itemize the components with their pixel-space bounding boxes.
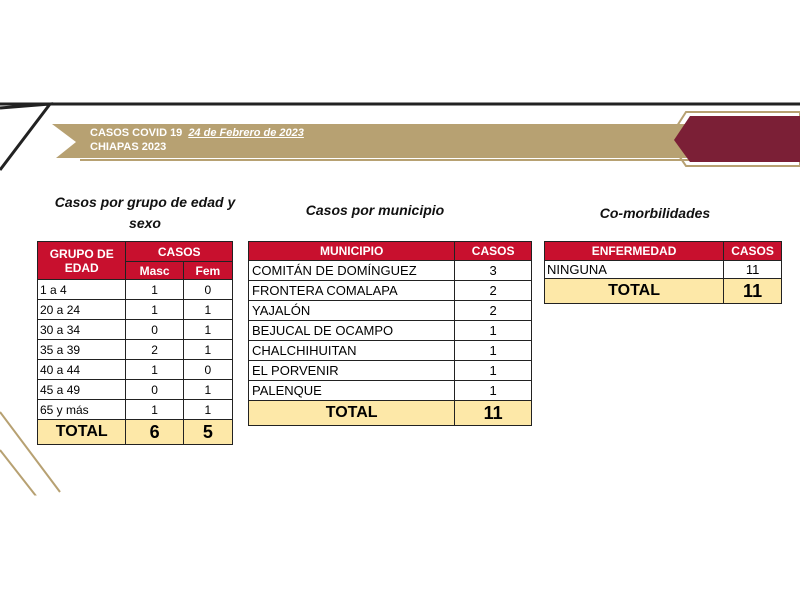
municipio-cases: 1 [455, 361, 532, 381]
fem-count: 0 [183, 280, 232, 300]
age-group: 45 a 49 [38, 380, 126, 400]
table-row [38, 320, 233, 340]
municipio-name: YAJALÓN [249, 301, 455, 321]
municipio-name: COMITÁN DE DOMÍNGUEZ [249, 261, 455, 281]
col-header-cases: CASOS [455, 242, 532, 261]
table-row [38, 340, 233, 360]
masc-count: 1 [126, 360, 183, 380]
fem-count: 1 [183, 300, 232, 320]
total-row [38, 420, 233, 445]
fem-count: 0 [183, 360, 232, 380]
municipio-name: EL PORVENIR [249, 361, 455, 381]
age-sex-table [37, 241, 233, 445]
age-sex-title: Casos por grupo de edad y sexo [54, 194, 236, 231]
municipio-name: FRONTERA COMALAPA [249, 281, 455, 301]
masc-count: 1 [126, 400, 183, 420]
table-row [249, 301, 532, 321]
fem-count: 1 [183, 380, 232, 400]
municipio-title: Casos por municipio [305, 202, 445, 218]
total-cases: 11 [455, 401, 532, 426]
municipio-name: CHALCHIHUITAN [249, 341, 455, 361]
table-row [545, 261, 782, 279]
table-row [249, 281, 532, 301]
municipio-table [248, 241, 532, 426]
municipio-cases: 1 [455, 341, 532, 361]
header-date: 24 de Febrero de 2023 [188, 127, 304, 139]
col-header-cases: CASOS [724, 242, 782, 261]
table-row [38, 360, 233, 380]
municipio-cases: 2 [455, 281, 532, 301]
age-group: 35 a 39 [38, 340, 126, 360]
total-cases: 11 [724, 279, 782, 304]
age-group: 1 a 4 [38, 280, 126, 300]
masc-count: 1 [126, 300, 183, 320]
header-line1: CASOS COVID 19 [90, 127, 183, 139]
municipio-name: BEJUCAL DE OCAMPO [249, 321, 455, 341]
gold-diagonal-2 [0, 450, 36, 496]
table-row [38, 400, 233, 420]
fem-count: 1 [183, 400, 232, 420]
total-label: TOTAL [249, 401, 455, 426]
total-row [545, 279, 782, 304]
table-row [249, 381, 532, 401]
comorbidities-title: Co-morbilidades [599, 205, 711, 221]
table-row [249, 261, 532, 281]
municipio-name: PALENQUE [249, 381, 455, 401]
municipio-cases: 1 [455, 321, 532, 341]
municipio-cases: 1 [455, 381, 532, 401]
col-header-group: GRUPO DE EDAD [38, 242, 126, 280]
header-line2: CHIAPAS 2023 [90, 141, 167, 153]
col-header-fem: Fem [183, 262, 232, 280]
age-group: 40 a 44 [38, 360, 126, 380]
disease-name: NINGUNA [545, 261, 724, 279]
fem-count: 1 [183, 320, 232, 340]
age-group: 20 a 24 [38, 300, 126, 320]
table-row [38, 280, 233, 300]
col-header-cases: CASOS [126, 242, 233, 262]
total-label: TOTAL [38, 420, 126, 445]
masc-count: 0 [126, 320, 183, 340]
age-group: 30 a 34 [38, 320, 126, 340]
masc-count: 1 [126, 280, 183, 300]
table-row [249, 341, 532, 361]
table-row [249, 361, 532, 381]
col-header-masc: Masc [126, 262, 183, 280]
fem-count: 1 [183, 340, 232, 360]
masc-count: 2 [126, 340, 183, 360]
table-row [38, 380, 233, 400]
left-chevron-line [0, 104, 50, 170]
maroon-banner [674, 116, 800, 162]
total-label: TOTAL [545, 279, 724, 304]
col-header-enfermedad: ENFERMEDAD [545, 242, 724, 261]
header-title [90, 126, 304, 154]
age-group: 65 y más [38, 400, 126, 420]
municipio-cases: 2 [455, 301, 532, 321]
total-fem: 5 [183, 420, 232, 445]
comorbidities-table [544, 241, 782, 304]
disease-cases: 11 [724, 261, 782, 279]
municipio-cases: 3 [455, 261, 532, 281]
total-masc: 6 [126, 420, 183, 445]
total-row [249, 401, 532, 426]
col-header-municipio: MUNICIPIO [249, 242, 455, 261]
masc-count: 0 [126, 380, 183, 400]
table-row [249, 321, 532, 341]
table-row [38, 300, 233, 320]
